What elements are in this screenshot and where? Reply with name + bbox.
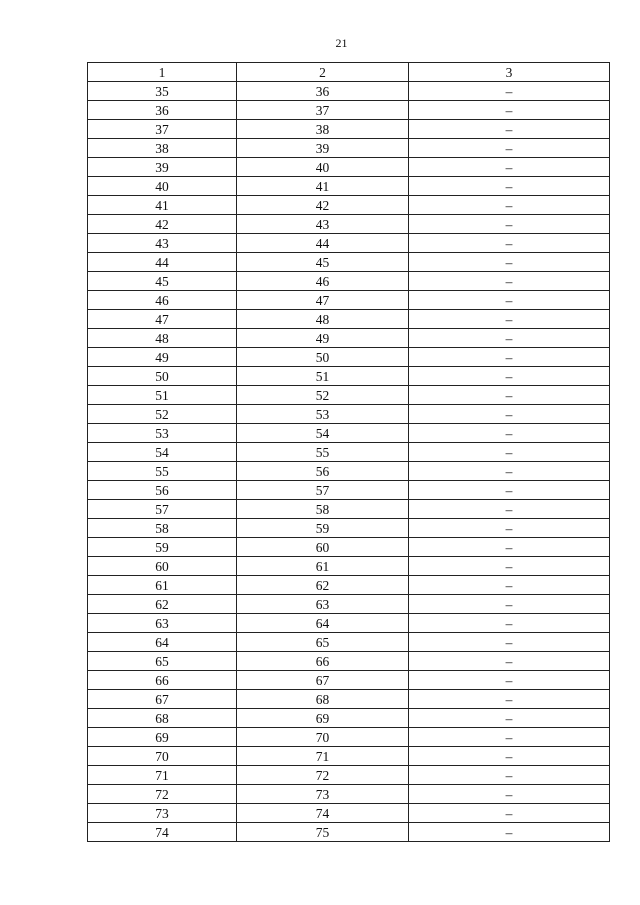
table-cell-col-1: 72	[88, 785, 237, 804]
table-row	[88, 367, 610, 386]
table-cell-col-1: 58	[88, 519, 237, 538]
table-cell-col-2: 68	[237, 690, 409, 709]
table-row	[88, 519, 610, 538]
table-row	[88, 158, 610, 177]
table-cell-col-1: 39	[88, 158, 237, 177]
table-cell-col-1: 53	[88, 424, 237, 443]
table-cell-col-2: 52	[237, 386, 409, 405]
table-cell-col-1: 66	[88, 671, 237, 690]
table-row	[88, 785, 610, 804]
table-cell-col-2: 42	[237, 196, 409, 215]
table-row	[88, 728, 610, 747]
column-header-3: 3	[409, 63, 610, 82]
table-cell-col-3: –	[409, 443, 610, 462]
table-row	[88, 177, 610, 196]
table-row	[88, 462, 610, 481]
table-row	[88, 234, 610, 253]
data-table	[87, 62, 610, 842]
table-cell-col-1: 63	[88, 614, 237, 633]
table-cell-col-2: 48	[237, 310, 409, 329]
table-cell-col-1: 37	[88, 120, 237, 139]
table-cell-col-1: 70	[88, 747, 237, 766]
table-cell-col-2: 36	[237, 82, 409, 101]
table-cell-col-2: 73	[237, 785, 409, 804]
table-row	[88, 614, 610, 633]
table-cell-col-2: 58	[237, 500, 409, 519]
table-row	[88, 633, 610, 652]
table-cell-col-2: 63	[237, 595, 409, 614]
table-cell-col-3: –	[409, 823, 610, 842]
table-cell-col-3: –	[409, 519, 610, 538]
table-cell-col-1: 73	[88, 804, 237, 823]
table-cell-col-2: 47	[237, 291, 409, 310]
table-cell-col-1: 69	[88, 728, 237, 747]
table-cell-col-3: –	[409, 386, 610, 405]
table-cell-col-3: –	[409, 291, 610, 310]
table-cell-col-1: 43	[88, 234, 237, 253]
table-cell-col-3: –	[409, 405, 610, 424]
table-cell-col-2: 59	[237, 519, 409, 538]
table-cell-col-2: 39	[237, 139, 409, 158]
table-row	[88, 766, 610, 785]
table-row	[88, 709, 610, 728]
table-cell-col-1: 35	[88, 82, 237, 101]
table-cell-col-1: 36	[88, 101, 237, 120]
table-row	[88, 291, 610, 310]
table-row	[88, 405, 610, 424]
table-row	[88, 310, 610, 329]
table-row	[88, 253, 610, 272]
table-cell-col-2: 69	[237, 709, 409, 728]
table-cell-col-3: –	[409, 310, 610, 329]
page-number: 21	[335, 36, 348, 50]
table-cell-col-2: 64	[237, 614, 409, 633]
table-cell-col-1: 64	[88, 633, 237, 652]
table-cell-col-1: 47	[88, 310, 237, 329]
table-cell-col-1: 57	[88, 500, 237, 519]
table-row	[88, 424, 610, 443]
table-cell-col-1: 67	[88, 690, 237, 709]
table-cell-col-1: 55	[88, 462, 237, 481]
table-cell-col-2: 67	[237, 671, 409, 690]
table-cell-col-3: –	[409, 329, 610, 348]
table-cell-col-3: –	[409, 120, 610, 139]
table-cell-col-3: –	[409, 139, 610, 158]
table-row	[88, 500, 610, 519]
column-header-1: 1	[88, 63, 237, 82]
table-cell-col-1: 61	[88, 576, 237, 595]
table-cell-col-2: 66	[237, 652, 409, 671]
table-cell-col-2: 43	[237, 215, 409, 234]
table-cell-col-1: 74	[88, 823, 237, 842]
table-cell-col-2: 62	[237, 576, 409, 595]
table-cell-col-3: –	[409, 367, 610, 386]
table-cell-col-2: 74	[237, 804, 409, 823]
table-row	[88, 101, 610, 120]
table-cell-col-3: –	[409, 766, 610, 785]
table-cell-col-3: –	[409, 747, 610, 766]
table-cell-col-1: 60	[88, 557, 237, 576]
table-cell-col-3: –	[409, 481, 610, 500]
table-cell-col-3: –	[409, 177, 610, 196]
table-cell-col-2: 51	[237, 367, 409, 386]
table-cell-col-2: 38	[237, 120, 409, 139]
table-cell-col-1: 44	[88, 253, 237, 272]
table-cell-col-1: 59	[88, 538, 237, 557]
table-cell-col-3: –	[409, 215, 610, 234]
table-row	[88, 823, 610, 842]
table-cell-col-1: 52	[88, 405, 237, 424]
table-header	[88, 63, 610, 82]
table-cell-col-2: 53	[237, 405, 409, 424]
table-cell-col-1: 56	[88, 481, 237, 500]
table-cell-col-2: 45	[237, 253, 409, 272]
table-cell-col-2: 57	[237, 481, 409, 500]
table-cell-col-3: –	[409, 234, 610, 253]
column-header-2: 2	[237, 63, 409, 82]
table-cell-col-1: 46	[88, 291, 237, 310]
table-cell-col-1: 71	[88, 766, 237, 785]
table-cell-col-2: 50	[237, 348, 409, 367]
table-cell-col-3: –	[409, 348, 610, 367]
table-cell-col-2: 54	[237, 424, 409, 443]
table-row	[88, 329, 610, 348]
table-body	[88, 82, 610, 842]
table-row	[88, 557, 610, 576]
table-cell-col-1: 49	[88, 348, 237, 367]
table-cell-col-2: 65	[237, 633, 409, 652]
table-row	[88, 804, 610, 823]
table-header-row	[88, 63, 610, 82]
table-cell-col-1: 68	[88, 709, 237, 728]
table-cell-col-3: –	[409, 633, 610, 652]
table-row	[88, 82, 610, 101]
table-cell-col-2: 46	[237, 272, 409, 291]
table-row	[88, 576, 610, 595]
table-row	[88, 652, 610, 671]
table-cell-col-2: 49	[237, 329, 409, 348]
table-cell-col-2: 37	[237, 101, 409, 120]
table-cell-col-3: –	[409, 82, 610, 101]
table-cell-col-3: –	[409, 728, 610, 747]
table-cell-col-1: 54	[88, 443, 237, 462]
table-cell-col-1: 40	[88, 177, 237, 196]
table-cell-col-1: 65	[88, 652, 237, 671]
table-cell-col-3: –	[409, 101, 610, 120]
table-row	[88, 386, 610, 405]
table-cell-col-2: 61	[237, 557, 409, 576]
table-cell-col-3: –	[409, 652, 610, 671]
table-cell-col-3: –	[409, 158, 610, 177]
table-row	[88, 481, 610, 500]
table-row	[88, 690, 610, 709]
table-cell-col-3: –	[409, 500, 610, 519]
table-row	[88, 215, 610, 234]
table-row	[88, 139, 610, 158]
table-row	[88, 538, 610, 557]
table-cell-col-1: 62	[88, 595, 237, 614]
table-cell-col-3: –	[409, 538, 610, 557]
table-cell-col-2: 60	[237, 538, 409, 557]
table-cell-col-1: 42	[88, 215, 237, 234]
table-cell-col-3: –	[409, 785, 610, 804]
table-cell-col-2: 40	[237, 158, 409, 177]
table-cell-col-3: –	[409, 671, 610, 690]
table-cell-col-3: –	[409, 557, 610, 576]
table-cell-col-3: –	[409, 576, 610, 595]
table-cell-col-2: 41	[237, 177, 409, 196]
table-row	[88, 747, 610, 766]
table-cell-col-3: –	[409, 196, 610, 215]
table-cell-col-1: 41	[88, 196, 237, 215]
table-cell-col-3: –	[409, 462, 610, 481]
table-cell-col-3: –	[409, 804, 610, 823]
table-cell-col-2: 56	[237, 462, 409, 481]
table-cell-col-3: –	[409, 424, 610, 443]
table-cell-col-1: 45	[88, 272, 237, 291]
table-cell-col-2: 44	[237, 234, 409, 253]
table-cell-col-2: 70	[237, 728, 409, 747]
table-row	[88, 348, 610, 367]
table-row	[88, 272, 610, 291]
table-cell-col-3: –	[409, 272, 610, 291]
table-cell-col-2: 55	[237, 443, 409, 462]
table-cell-col-2: 75	[237, 823, 409, 842]
table-cell-col-3: –	[409, 709, 610, 728]
table-row	[88, 196, 610, 215]
table-cell-col-3: –	[409, 614, 610, 633]
table-row	[88, 595, 610, 614]
table-row	[88, 443, 610, 462]
table-cell-col-2: 71	[237, 747, 409, 766]
table-row	[88, 671, 610, 690]
table-cell-col-3: –	[409, 595, 610, 614]
table-cell-col-1: 50	[88, 367, 237, 386]
table-cell-col-3: –	[409, 690, 610, 709]
table-cell-col-1: 48	[88, 329, 237, 348]
table-cell-col-1: 51	[88, 386, 237, 405]
table-cell-col-2: 72	[237, 766, 409, 785]
table-cell-col-1: 38	[88, 139, 237, 158]
table-row	[88, 120, 610, 139]
table-cell-col-3: –	[409, 253, 610, 272]
